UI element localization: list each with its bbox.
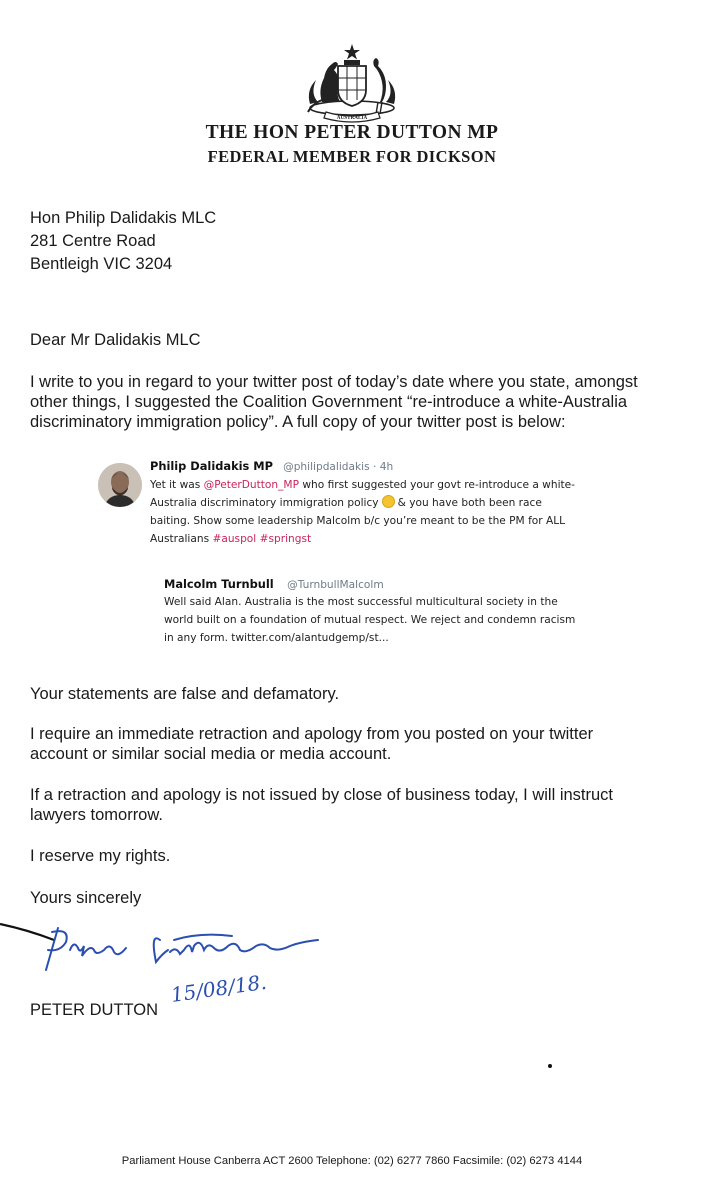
footer-address: Parliament House Canberra ACT 2600 Telephone: (02) 6277 7860 Facsimile: (02) 6273 4144 (121, 1155, 583, 1167)
avatar (98, 463, 142, 507)
closing: Yours sincerely (30, 889, 142, 907)
letterhead-name: THE HON PETER DUTTON MP (205, 122, 499, 143)
body-paragraph-4: I reserve my rights. (30, 847, 171, 865)
tweet-mention: @PeterDutton_MP (203, 479, 299, 491)
hashtag-auspol: #auspol (212, 533, 257, 545)
tweet-text-line-3: baiting. Show some leadership Malcolm b/c you’re meant to be the PM for ALL (150, 515, 566, 527)
crest-motto: AUSTRALIA (336, 115, 368, 121)
intro-line-3: discriminatory immigration policy”. A full copy of your twitter post is below: (30, 413, 566, 431)
avatar-photo-icon (98, 463, 142, 507)
recipient-line-1: Hon Philip Dalidakis MLC (30, 209, 217, 227)
quoted-tweet-author: Malcolm Turnbull (164, 577, 274, 591)
tweet-header (150, 458, 393, 477)
quoted-tweet-line-3: in any form. twitter.com/alantudgemp/st... (164, 632, 389, 644)
letterhead-title: FEDERAL MEMBER FOR DICKSON (207, 147, 497, 166)
intro-line-1: I write to you in regard to your twitter post of today’s date where you state, amongst (30, 373, 638, 391)
tweet-text-line-2: Australia discriminatory immigration policy & you have both been race (150, 497, 542, 509)
tweet-text-line-4: Australians #auspol #springst (150, 533, 312, 545)
body-paragraph-1: Your statements are false and defamatory. (30, 685, 340, 703)
recipient-line-2: 281 Centre Road (30, 232, 156, 250)
hashtag-springst: #springst (259, 533, 312, 545)
handwritten-date (168, 968, 308, 1014)
body-paragraph-3-line-1: If a retraction and apology is not issued by close of business today, I will instruct (30, 786, 613, 804)
quoted-tweet-header (164, 576, 384, 595)
intro-line-2: other things, I suggested the Coalition Government “re-introduce a white-Australia (30, 393, 628, 411)
stray-mark (548, 1064, 552, 1068)
quoted-tweet-line-2: world built on a foundation of mutual respect. We reject and condemn racism (164, 614, 576, 626)
body-paragraph-2-line-2: account or similar social media or media account. (30, 745, 392, 763)
coat-of-arms-icon (300, 42, 404, 124)
salutation: Dear Mr Dalidakis MLC (30, 331, 201, 349)
tweet-author: Philip Dalidakis MP (150, 459, 273, 473)
body-paragraph-3-line-2: lawyers tomorrow. (30, 806, 163, 824)
handwritten-date-image (168, 968, 308, 1014)
recipient-line-3: Bentleigh VIC 3204 (30, 255, 173, 273)
quoted-tweet-line-1: Well said Alan. Australia is the most successful multicultural society in the (164, 596, 558, 608)
tweet-handle-time: @philipdalidakis · 4h (283, 461, 394, 473)
quoted-tweet-handle: @TurnbullMalcolm (287, 579, 384, 591)
thinking-face-icon (382, 495, 395, 508)
body-paragraph-2-line-1: I require an immediate retraction and apology from you posted on your twitter (30, 725, 594, 743)
tweet-text-line-1: Yet it was @PeterDutton_MP who first suggested your govt re-introduce a white- (150, 479, 576, 491)
signatory-name: PETER DUTTON (30, 1001, 159, 1019)
svg-text:15/08/18.: 15/08/18. (169, 969, 268, 1007)
